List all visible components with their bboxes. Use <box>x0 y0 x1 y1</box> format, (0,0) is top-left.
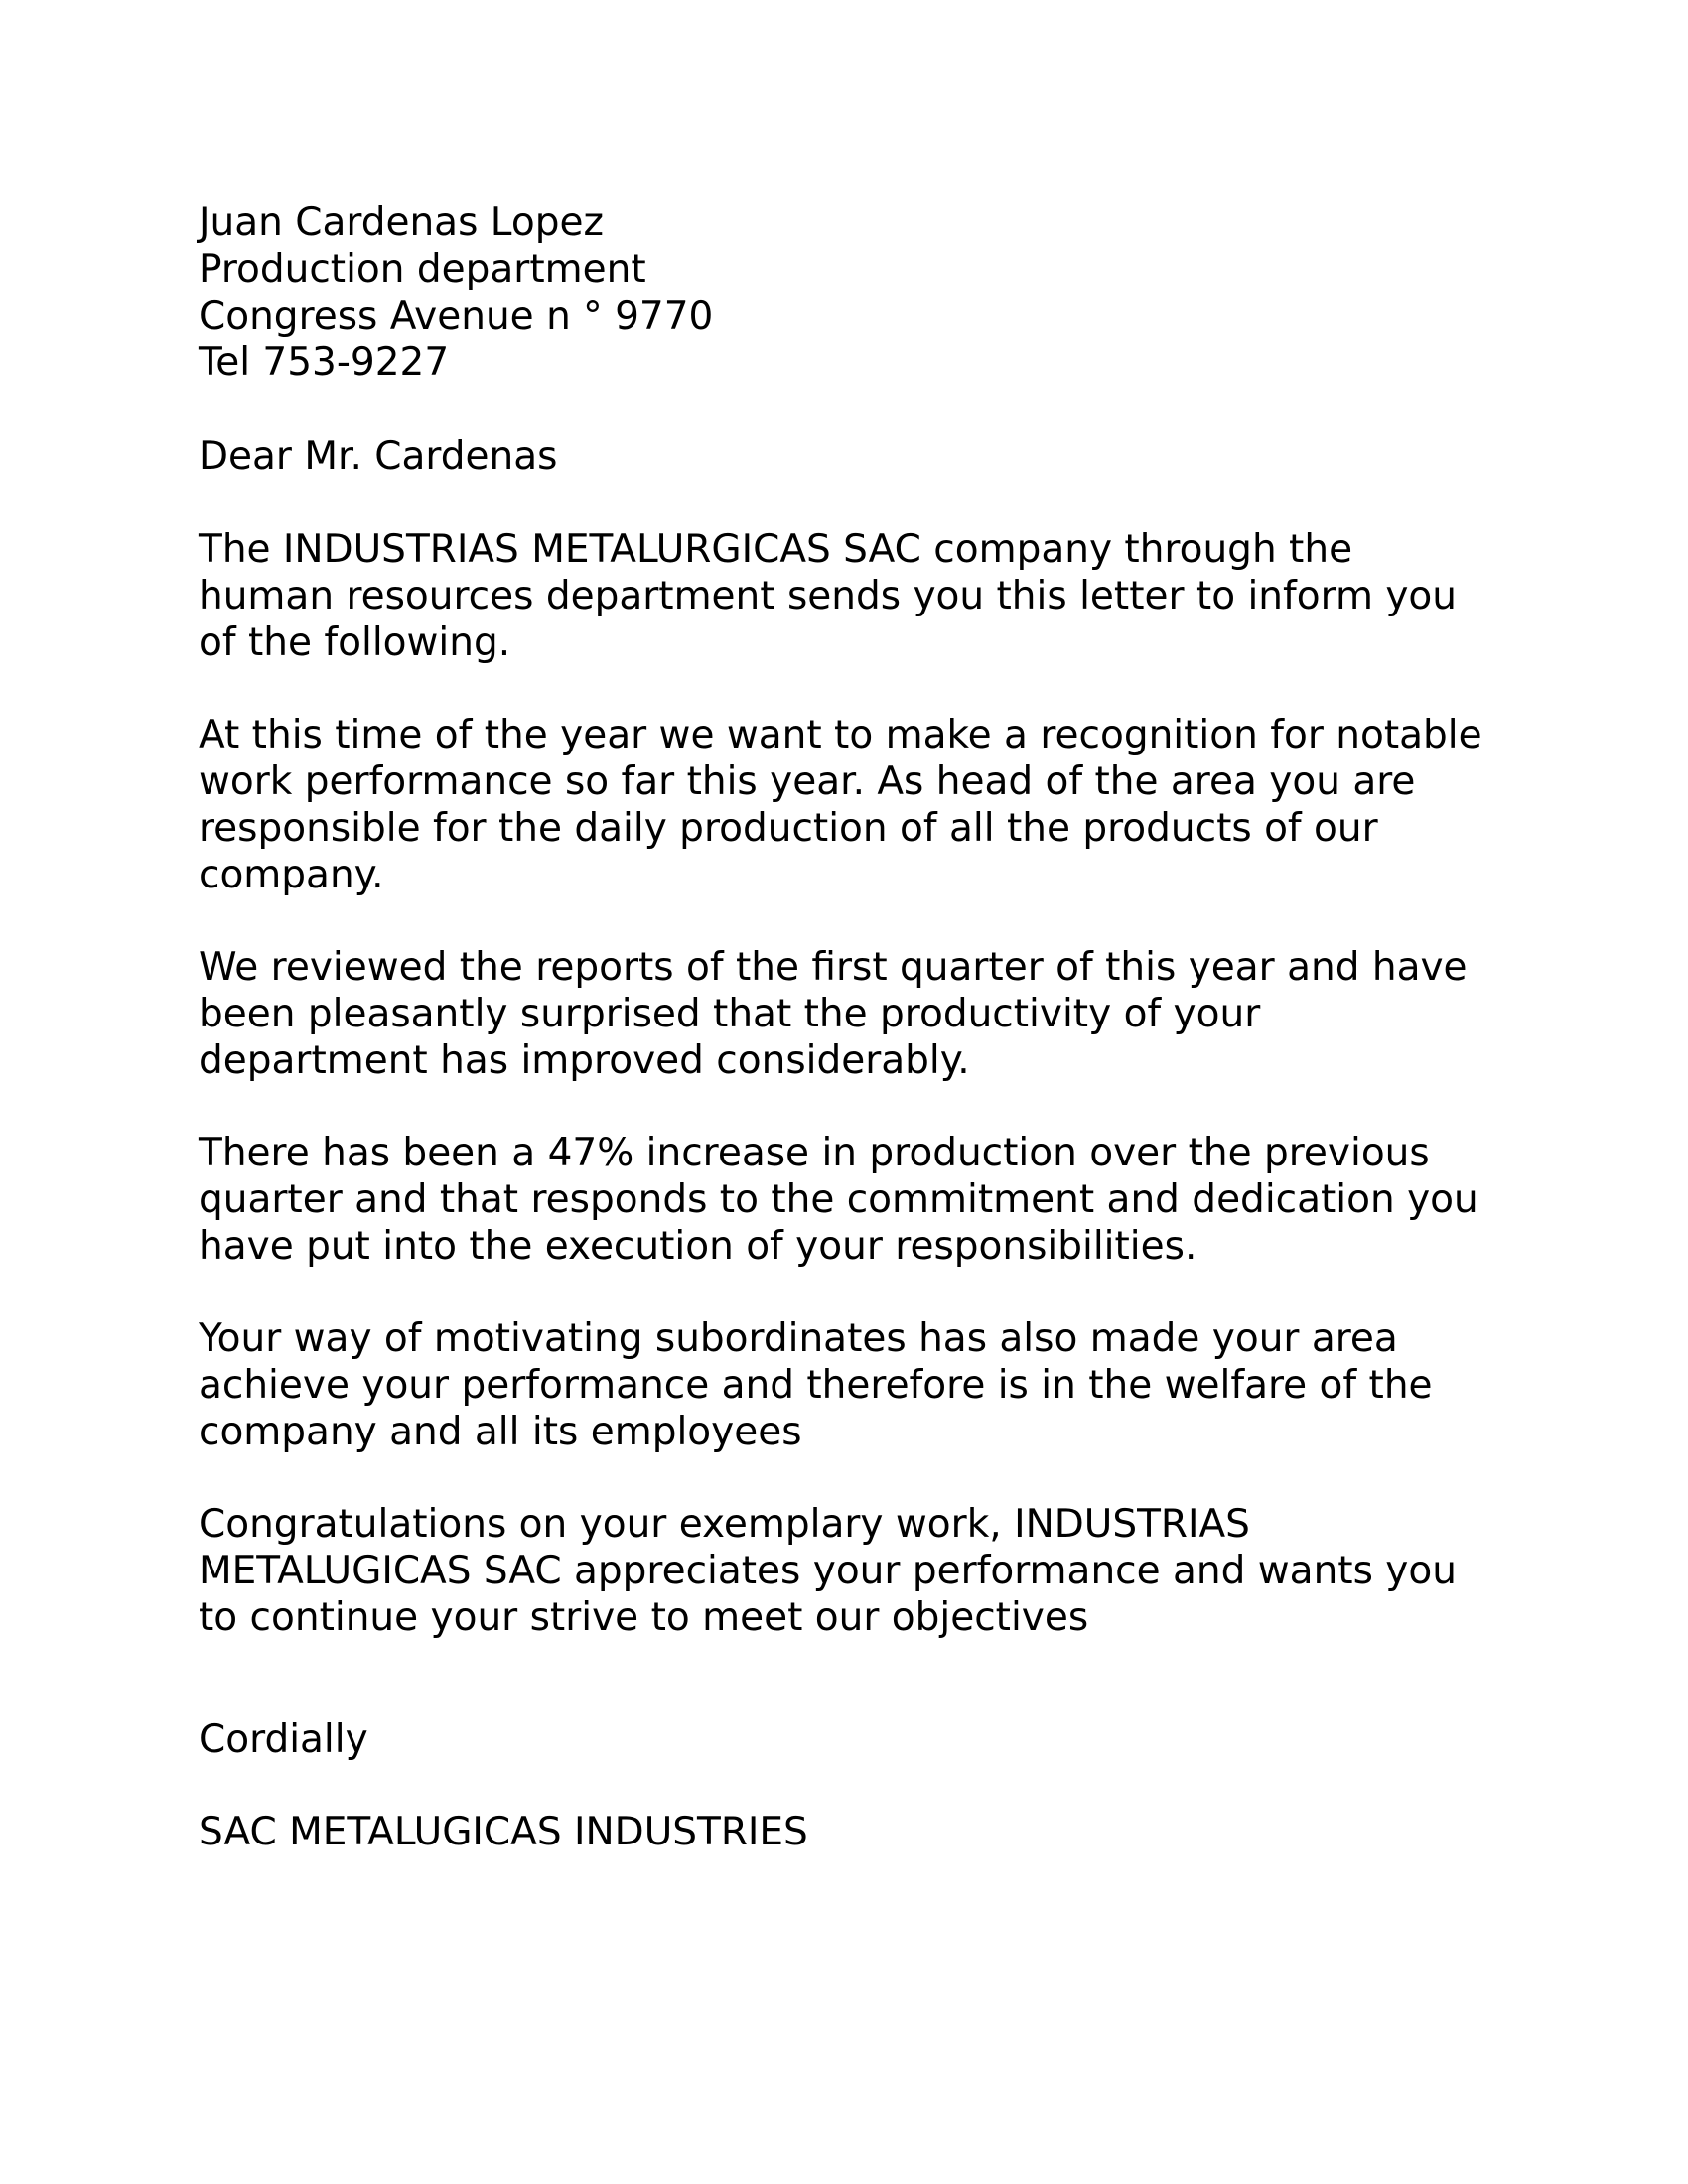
paragraph-line: to continue your strive to meet our objectives <box>199 1595 1089 1640</box>
paragraph-6 <box>199 1501 1509 1641</box>
paragraph-line: achieve your performance and therefore is in the welfare of the <box>199 1363 1433 1408</box>
signature-text: SAC METALUGICAS INDUSTRIES <box>199 1810 808 1854</box>
paragraph-line: responsible for the daily production of all the products of our <box>199 806 1378 851</box>
paragraph-line: There has been a 47% increase in production over the previous <box>199 1131 1430 1175</box>
paragraph-line: company and all its employees <box>199 1410 802 1454</box>
paragraph-3 <box>199 944 1509 1084</box>
signature <box>199 1809 1509 1855</box>
paragraph-line: human resources department sends you this letter to inform you <box>199 574 1458 618</box>
closing <box>199 1716 1509 1763</box>
paragraph-line: Your way of motivating subordinates has also made your area <box>199 1316 1398 1361</box>
paragraph-4 <box>199 1130 1509 1270</box>
closing-text: Cordially <box>199 1717 368 1762</box>
paragraph-1 <box>199 526 1509 666</box>
paragraph-line: department has improved considerably. <box>199 1038 970 1083</box>
sender-department: Production department <box>199 247 646 292</box>
paragraph-2 <box>199 712 1509 898</box>
sender-name: Juan Cardenas Lopez <box>199 201 604 245</box>
paragraph-line: The INDUSTRIAS METALURGICAS SAC company through the <box>199 527 1353 572</box>
paragraph-line: have put into the execution of your responsibilities. <box>199 1224 1197 1269</box>
paragraph-line: We reviewed the reports of the first quarter of this year and have <box>199 945 1468 990</box>
sender-block <box>199 200 1509 386</box>
salutation <box>199 433 1509 479</box>
sender-address: Congress Avenue n ° 9770 <box>199 294 714 339</box>
paragraph-line: been pleasantly surprised that the productivity of your <box>199 992 1261 1036</box>
paragraph-line: At this time of the year we want to make a recognition for notable <box>199 713 1482 757</box>
paragraph-line: quarter and that responds to the commitment and dedication you <box>199 1177 1478 1222</box>
paragraph-line: work performance so far this year. As head of the area you are <box>199 759 1416 804</box>
sender-phone: Tel 753-9227 <box>199 341 450 385</box>
paragraph-5 <box>199 1315 1509 1455</box>
paragraph-line: METALUGICAS SAC appreciates your performance and wants you <box>199 1549 1457 1593</box>
paragraph-line: Congratulations on your exemplary work, INDUSTRIAS <box>199 1502 1250 1547</box>
paragraph-line: company. <box>199 853 384 897</box>
salutation-text: Dear Mr. Cardenas <box>199 434 558 478</box>
paragraph-line: of the following. <box>199 620 511 665</box>
